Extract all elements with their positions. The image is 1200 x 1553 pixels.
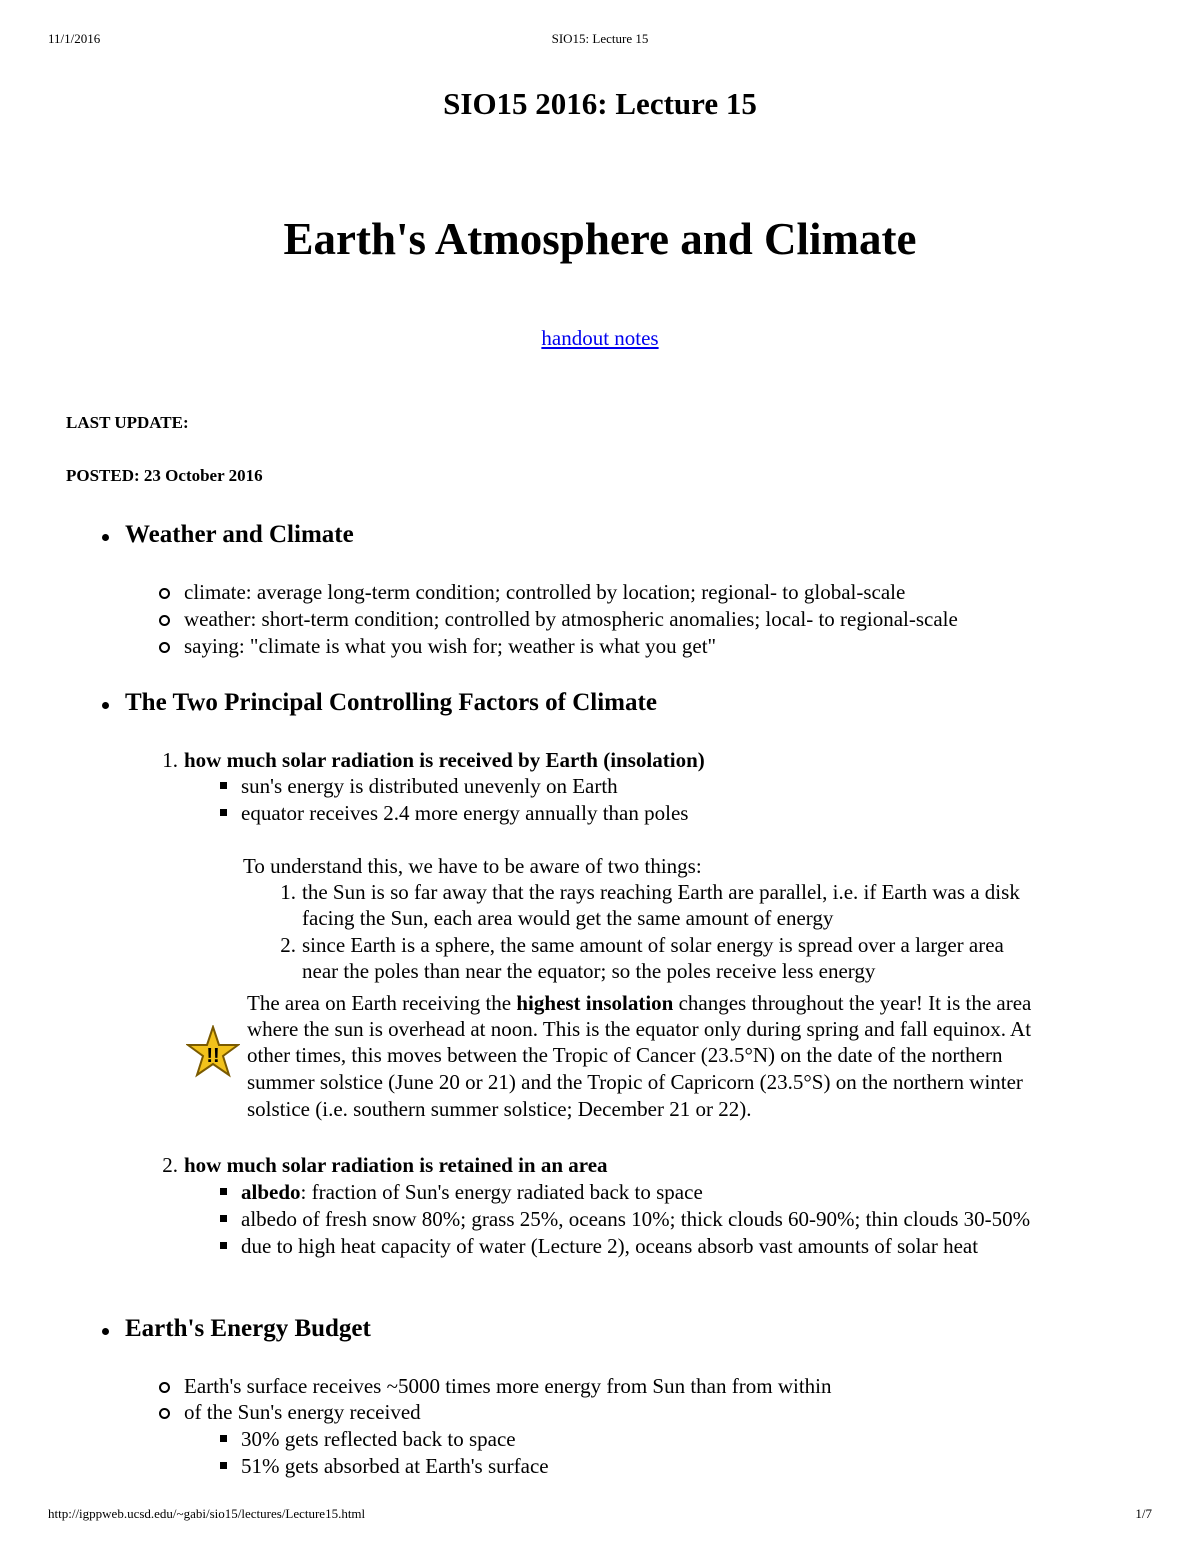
- list-item: 30% gets reflected back to space: [241, 1427, 516, 1451]
- sub-item-line: the Sun is so far away that the rays reaching Earth are parallel, i.e. if Earth was a disk: [302, 880, 1020, 904]
- page-title: Earth's Atmosphere and Climate: [283, 214, 917, 264]
- list-item: weather: short-term condition; controlled by atmospheric anomalies; local- to regional-scale: [184, 607, 958, 631]
- print-footer: [48, 1506, 1152, 1522]
- factor-number: 2.: [162, 1153, 178, 1177]
- note-text: changes throughout the year! It is the area: [673, 991, 1032, 1015]
- print-title: SIO15: Lecture 15: [551, 31, 649, 46]
- sub-number: 2.: [280, 933, 296, 957]
- list-item: sun's energy is distributed unevenly on Earth: [241, 774, 618, 798]
- section-title-factors: The Two Principal Controlling Factors of Climate: [125, 689, 657, 716]
- course-title: SIO15 2016: Lecture 15: [443, 86, 757, 121]
- bullet-circle-icon: [159, 615, 170, 626]
- note-line: other times, this moves between the Tropic of Cancer (23.5°N) on the date of the northern: [247, 1043, 1003, 1067]
- note-text: The area on Earth receiving the: [247, 991, 517, 1015]
- star-exclamation-icon: [186, 1025, 240, 1079]
- star-icon-text: !!: [206, 1045, 220, 1067]
- list-item: Earth's surface receives ~5000 times more energy from Sun than from within: [184, 1374, 832, 1398]
- note-line: solstice (i.e. southern summer solstice; December 21 or 22).: [247, 1097, 752, 1121]
- list-item: saying: "climate is what you wish for; weather is what you get": [184, 634, 717, 658]
- bullet-circle-icon: [159, 642, 170, 653]
- list-item: due to high heat capacity of water (Lecture 2), oceans absorb vast amounts of solar heat: [241, 1234, 979, 1258]
- bullet-disc-icon: [102, 702, 109, 709]
- sub-item-line: near the poles than near the equator; so the poles receive less energy: [302, 959, 876, 983]
- last-update-label: LAST UPDATE:: [66, 413, 189, 432]
- handout-notes-link[interactable]: handout notes: [541, 326, 659, 350]
- note-bold-text: highest insolation: [516, 991, 674, 1015]
- bullet-square-icon: [220, 1188, 227, 1195]
- section-title-weather: Weather and Climate: [125, 521, 354, 548]
- sub-item-line: since Earth is a sphere, the same amount of solar energy is spread over a larger area: [302, 933, 1004, 957]
- intro-text: To understand this, we have to be aware of two things:: [243, 854, 702, 878]
- print-header: [48, 31, 1152, 47]
- bullet-disc-icon: [102, 1328, 109, 1335]
- bullet-square-icon: [220, 1215, 227, 1222]
- factor-title-retention: how much solar radiation is retained in an area: [184, 1153, 608, 1177]
- list-item: equator receives 2.4 more energy annually than poles: [241, 801, 689, 825]
- note-line: where the sun is overhead at noon. This is the equator only during spring and fall equinox. At: [247, 1017, 1032, 1041]
- sub-number: 1.: [280, 880, 296, 904]
- bullet-square-icon: [220, 782, 227, 789]
- list-item: of the Sun's energy received: [184, 1400, 421, 1424]
- factor-number: 1.: [162, 748, 178, 772]
- print-date: 11/1/2016: [48, 31, 101, 46]
- bullet-square-icon: [220, 809, 227, 816]
- albedo-definition: : fraction of Sun's energy radiated back to space: [300, 1180, 703, 1204]
- bullet-circle-icon: [159, 1382, 170, 1393]
- bullet-square-icon: [220, 1242, 227, 1249]
- bullet-circle-icon: [159, 1408, 170, 1419]
- factor-title-insolation: how much solar radiation is received by Earth (insolation): [184, 748, 705, 772]
- posted-label: POSTED: 23 October 2016: [66, 466, 263, 485]
- print-url: http://igppweb.ucsd.edu/~gabi/sio15/lectures/Lecture15.html: [48, 1506, 366, 1521]
- section-title-budget: Earth's Energy Budget: [125, 1315, 371, 1342]
- handout-link-wrapper: [0, 326, 1200, 351]
- note-line: [247, 990, 1031, 1016]
- list-item: [241, 1179, 703, 1205]
- bullet-square-icon: [220, 1462, 227, 1469]
- list-item: climate: average long-term condition; controlled by location; regional- to global-scale: [184, 580, 906, 604]
- bullet-circle-icon: [159, 588, 170, 599]
- sub-item-line: facing the Sun, each area would get the same amount of energy: [302, 906, 834, 930]
- bullet-square-icon: [220, 1435, 227, 1442]
- note-line: summer solstice (June 20 or 21) and the Tropic of Capricorn (23.5°S) on the northern winter: [247, 1070, 1023, 1094]
- list-item: 51% gets absorbed at Earth's surface: [241, 1454, 549, 1478]
- list-item: albedo of fresh snow 80%; grass 25%, oceans 10%; thick clouds 60-90%; thin clouds 30-50%: [241, 1207, 1031, 1231]
- page-number: 1/7: [1135, 1506, 1152, 1521]
- albedo-term: albedo: [241, 1180, 301, 1204]
- bullet-disc-icon: [102, 534, 109, 541]
